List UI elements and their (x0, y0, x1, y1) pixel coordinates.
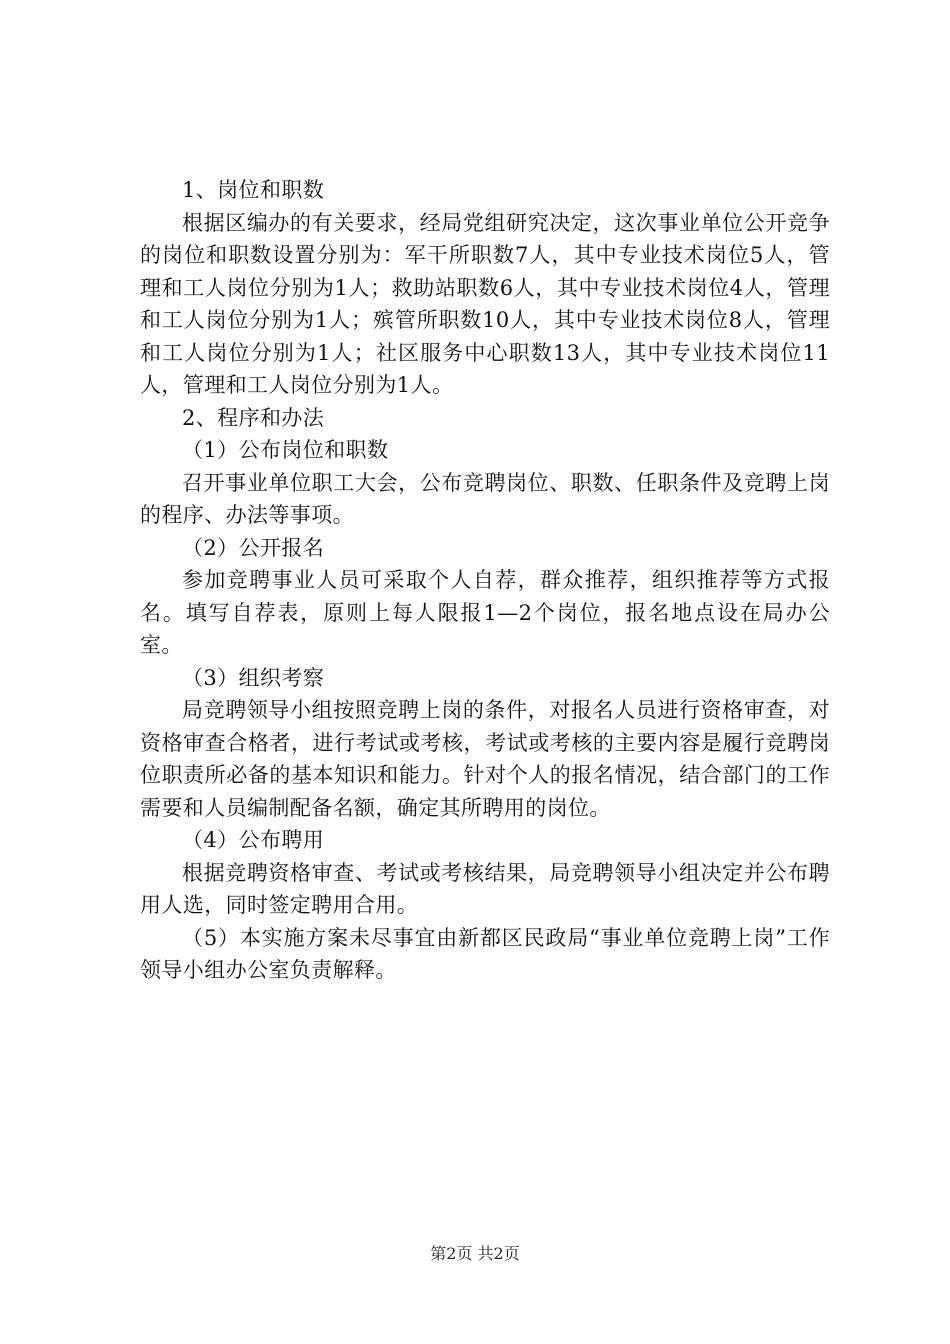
paragraph-announce-positions: 召开事业单位职工大会，公布竞聘岗位、职数、任职条件及竞聘上岗的程序、办法等事项。 (140, 470, 830, 527)
document-body (140, 174, 830, 987)
subheading-registration: （2）公开报名 (182, 535, 325, 560)
paragraph-positions-detail: 根据区编办的有关要求，经局党组研究决定，这次事业单位公开竞争的岗位和职数设置分别为：军干所职数7人，其中专业技术岗位5人，管理和工人岗位分别为1人；救助站职数6人，其中专业技术岗位4人，管理和工人岗位分别为1人；殡管所职数10人，其中专业技术岗位8人，管理和工人岗位分别为1人；社区服务中心职数13人，其中专业技术岗位11人，管理和工人岗位分别为1人。 (140, 210, 830, 397)
page-footer: 第2页 共2页 (430, 1244, 520, 1263)
paragraph-inspection: 局竞聘领导小组按照竞聘上岗的条件，对报名人员进行资格审查，对资格审查合格者，进行考试或考核，考试或考核的主要内容是履行竞聘岗位职责所必备的基本知识和能力。针对个人的报名情况，结合部门的工作需要和人员编制配备名额，确定其所聘用的岗位。 (140, 698, 830, 820)
heading-procedures: 2、程序和办法 (182, 405, 325, 430)
paragraph-interpretation: （5）本实施方案未尽事宜由新都区民政局“事业单位竞聘上岗”工作领导小组办公室负责解释。 (140, 925, 830, 982)
paragraph-announce-hiring: 根据竞聘资格审查、考试或考核结果，局竞聘领导小组决定并公布聘用人选，同时签定聘用合用。 (140, 860, 830, 917)
heading-positions: 1、岗位和职数 (182, 178, 325, 202)
subheading-announce-hiring: （4）公布聘用 (182, 828, 325, 852)
subheading-announce-positions: （1）公布岗位和职数 (182, 438, 389, 462)
paragraph-registration: 参加竞聘事业人员可采取个人自荐，群众推荐，组织推荐等方式报名。填写自荐表，原则上每人限报1—2个岗位，报名地点设在局办公室。 (140, 568, 830, 657)
subheading-inspection: （3）组织考察 (182, 665, 325, 690)
